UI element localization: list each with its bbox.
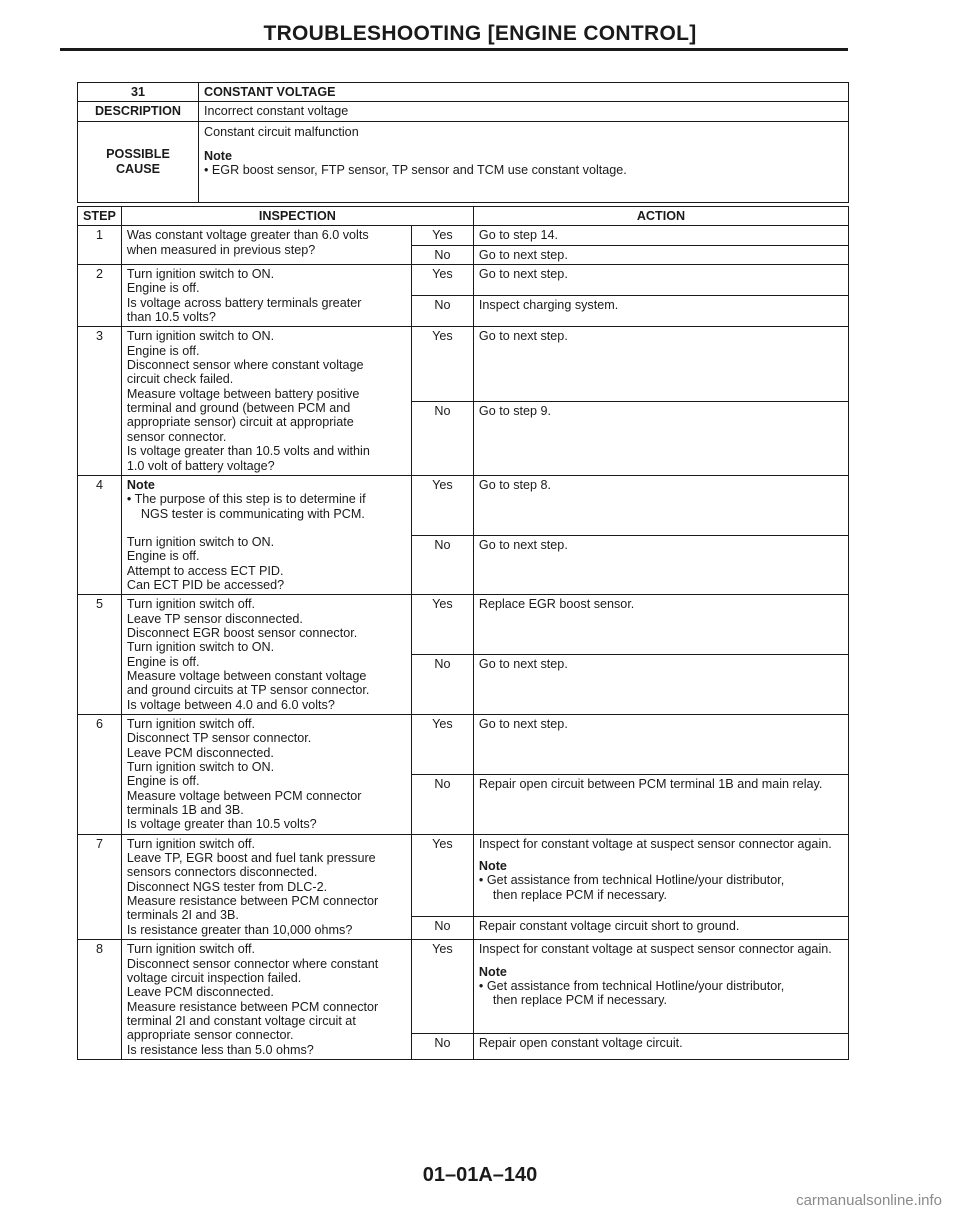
inspection-line: Turn ignition switch to ON. (126, 760, 275, 775)
inspection-line: Engine is off. (126, 281, 200, 296)
code-title: CONSTANT VOLTAGE (199, 83, 849, 102)
title-rule (60, 48, 848, 51)
step-inspection (121, 834, 411, 939)
step-inspection (121, 475, 411, 594)
cause-main: Constant circuit malfunction (204, 124, 359, 139)
no-action: Go to next step. (473, 245, 848, 264)
yes-note-line: • Get assistance from technical Hotline/your distributor, (478, 978, 785, 993)
step-row-8-yes (78, 940, 849, 1034)
yes-note-line: then replace PCM if necessary. (492, 887, 667, 902)
no-label: No (411, 401, 473, 475)
inspection-line: Turn ignition switch off. (126, 836, 256, 851)
step-row-1-yes (78, 226, 849, 245)
step-row-5-yes (78, 595, 849, 655)
inspection-line: Turn ignition switch off. (126, 942, 256, 957)
no-label: No (411, 535, 473, 595)
yes-action (473, 327, 848, 401)
spacer (479, 851, 843, 859)
no-action: Go to next step. (473, 655, 848, 715)
cause-cell (199, 121, 849, 202)
cause-row (78, 121, 849, 202)
inspection-line: Leave PCM disconnected. (126, 985, 274, 1000)
inspection-line: Is voltage between 4.0 and 6.0 volts? (126, 697, 335, 712)
inspection-line: Disconnect TP sensor connector. (126, 731, 312, 746)
inspection-line: Engine is off. (126, 343, 200, 358)
code-number: 31 (78, 83, 199, 102)
yes-label: Yes (411, 265, 473, 296)
yes-action (473, 940, 848, 1034)
inspection-line: terminals 1B and 3B. (126, 803, 244, 818)
step-inspection (121, 226, 411, 265)
step-number: 2 (78, 265, 122, 327)
inspection-line: Disconnect NGS tester from DLC-2. (126, 879, 328, 894)
inspection-line: voltage circuit inspection failed. (126, 970, 302, 985)
inspection-line: Leave TP, EGR boost and fuel tank pressure (126, 851, 376, 866)
yes-action-text: Go to next step. (478, 267, 568, 282)
inspection-line: Turn ignition switch off. (126, 717, 256, 731)
no-action: Repair constant voltage circuit short to ground. (473, 917, 848, 940)
cause-note-label: Note (204, 149, 232, 164)
inspection-line: Turn ignition switch to ON. (126, 329, 275, 344)
step-row-6-yes (78, 715, 849, 775)
inspection-line: Leave PCM disconnected. (126, 745, 274, 760)
inspection-line: Measure voltage between battery positive (126, 386, 360, 401)
code-row (78, 83, 849, 102)
yes-action-text: Go to step 14. (478, 228, 559, 243)
inspection-line: Measure voltage between PCM connector (126, 788, 362, 803)
inspection-line: Attempt to access ECT PID. (126, 563, 284, 578)
inspection-col-header: INSPECTION (121, 207, 473, 226)
inspection-line: and ground circuits at TP sensor connector. (126, 683, 370, 698)
yes-label: Yes (411, 940, 473, 1034)
inspection-line: appropriate sensor) circuit at appropriate (126, 415, 354, 430)
inspection-line: Leave TP sensor disconnected. (126, 611, 303, 626)
inspection-line: Engine is off. (126, 774, 200, 789)
spacer (479, 957, 843, 965)
no-label: No (411, 655, 473, 715)
yes-action-text: Go to next step. (478, 717, 568, 731)
step-row-4-yes (78, 475, 849, 535)
yes-label: Yes (411, 834, 473, 917)
yes-action (473, 265, 848, 296)
step-number: 5 (78, 595, 122, 715)
steps-table (77, 206, 849, 1060)
step-inspection (121, 940, 411, 1060)
yes-action-text: Replace EGR boost sensor. (478, 597, 635, 612)
inspection-line: Was constant voltage greater than 6.0 volts (126, 228, 369, 243)
steps-header-row (78, 207, 849, 226)
yes-note-label: Note (478, 964, 507, 979)
step-row-2-yes (78, 265, 849, 296)
step-col-header: STEP (78, 207, 122, 226)
inspection-line: Turn ignition switch to ON. (126, 267, 275, 282)
step-inspection (121, 715, 411, 835)
steps-body (78, 226, 849, 1060)
no-label: No (411, 774, 473, 834)
inspection-line: Measure resistance between PCM connector (126, 894, 379, 909)
step-inspection (121, 595, 411, 715)
step-inspection (121, 265, 411, 327)
inspection-line: Engine is off. (126, 654, 200, 669)
page-title: TROUBLESHOOTING [ENGINE CONTROL] (263, 22, 697, 45)
yes-action-text: Go to next step. (478, 329, 568, 344)
inspection-line: Is resistance less than 5.0 ohms? (126, 1042, 314, 1057)
step-number: 8 (78, 940, 122, 1060)
inspection-line: when measured in previous step? (126, 242, 316, 257)
inspection-line: Turn ignition switch to ON. (126, 640, 275, 655)
inspection-line: terminal and ground (between PCM and (126, 401, 351, 416)
inspection-note-label: Note (126, 477, 155, 492)
step-number: 3 (78, 327, 122, 475)
inspection-line: appropriate sensor connector. (126, 1028, 294, 1043)
yes-label: Yes (411, 226, 473, 245)
no-label: No (411, 245, 473, 264)
inspection-line: Is voltage greater than 10.5 volts? (126, 817, 317, 832)
inspection-line: Measure voltage between constant voltage (126, 668, 367, 683)
watermark: carmanualsonline.info (796, 1192, 942, 1209)
inspection-line: terminals 2I and 3B. (126, 908, 239, 923)
yes-label: Yes (411, 715, 473, 775)
inspection-line: terminal 2I and constant voltage circuit at (126, 1013, 356, 1028)
yes-action-text: Inspect for constant voltage at suspect sensor connector again. (478, 942, 832, 957)
no-label: No (411, 296, 473, 327)
inspection-line: Disconnect sensor where constant voltage (126, 358, 364, 373)
no-action: Inspect charging system. (473, 296, 848, 327)
inspection-line: circuit check failed. (126, 372, 234, 387)
yes-action (473, 715, 848, 775)
yes-label: Yes (411, 475, 473, 535)
inspection-line: than 10.5 volts? (126, 310, 216, 325)
no-action: Go to step 9. (473, 401, 848, 475)
step-row-7-yes (78, 834, 849, 917)
yes-label: Yes (411, 595, 473, 655)
summary-table (77, 82, 849, 203)
yes-action-text: Go to step 8. (478, 477, 552, 492)
no-action: Repair open constant voltage circuit. (473, 1034, 848, 1060)
inspection-line: 1.0 volt of battery voltage? (126, 458, 275, 473)
no-label: No (411, 1034, 473, 1060)
inspection-line: Disconnect sensor connector where constant (126, 956, 379, 971)
yes-note-line: then replace PCM if necessary. (492, 993, 667, 1008)
cause-label: POSSIBLE CAUSE (78, 121, 199, 202)
yes-note-line: • Get assistance from technical Hotline/your distributor, (478, 873, 785, 888)
yes-action (473, 834, 848, 917)
cause-note: • EGR boost sensor, FTP sensor, TP sensor and TCM use constant voltage. (204, 163, 627, 178)
step-number: 4 (78, 475, 122, 594)
inspection-line: Turn ignition switch off. (126, 597, 256, 612)
inspection-line: Turn ignition switch to ON. (126, 534, 275, 549)
step-number: 6 (78, 715, 122, 835)
inspection-line: sensor connector. (126, 429, 227, 444)
inspection-line: Engine is off. (126, 549, 200, 564)
yes-action (473, 226, 848, 245)
inspection-line: Disconnect EGR boost sensor connector. (126, 625, 358, 640)
no-label: No (411, 917, 473, 940)
yes-note-label: Note (478, 859, 507, 874)
inspection-line: Can ECT PID be accessed? (126, 577, 285, 592)
inspection-note-line: • The purpose of this step is to determine if (126, 492, 366, 507)
yes-label: Yes (411, 327, 473, 401)
spacer (127, 521, 406, 535)
inspection-line: sensors connectors disconnected. (126, 865, 318, 880)
yes-action (473, 475, 848, 535)
action-col-header: ACTION (473, 207, 848, 226)
no-action: Go to next step. (473, 535, 848, 595)
description-text: Incorrect constant voltage (199, 102, 849, 121)
step-number: 7 (78, 834, 122, 939)
yes-action (473, 595, 848, 655)
step-row-3-yes (78, 327, 849, 401)
yes-action-text: Inspect for constant voltage at suspect sensor connector again. (478, 836, 832, 851)
description-row (78, 102, 849, 121)
inspection-line: Measure resistance between PCM connector (126, 999, 379, 1014)
step-number: 1 (78, 226, 122, 265)
no-action: Repair open circuit between PCM terminal 1B and main relay. (473, 774, 848, 834)
page-number: 01–01A–140 (422, 1164, 538, 1186)
description-label: DESCRIPTION (78, 102, 199, 121)
inspection-note-line: NGS tester is communicating with PCM. (140, 506, 365, 521)
inspection-line: Is voltage greater than 10.5 volts and within (126, 444, 370, 459)
step-inspection (121, 327, 411, 475)
inspection-line: Is resistance greater than 10,000 ohms? (126, 922, 353, 937)
inspection-line: Is voltage across battery terminals greater (126, 295, 362, 310)
